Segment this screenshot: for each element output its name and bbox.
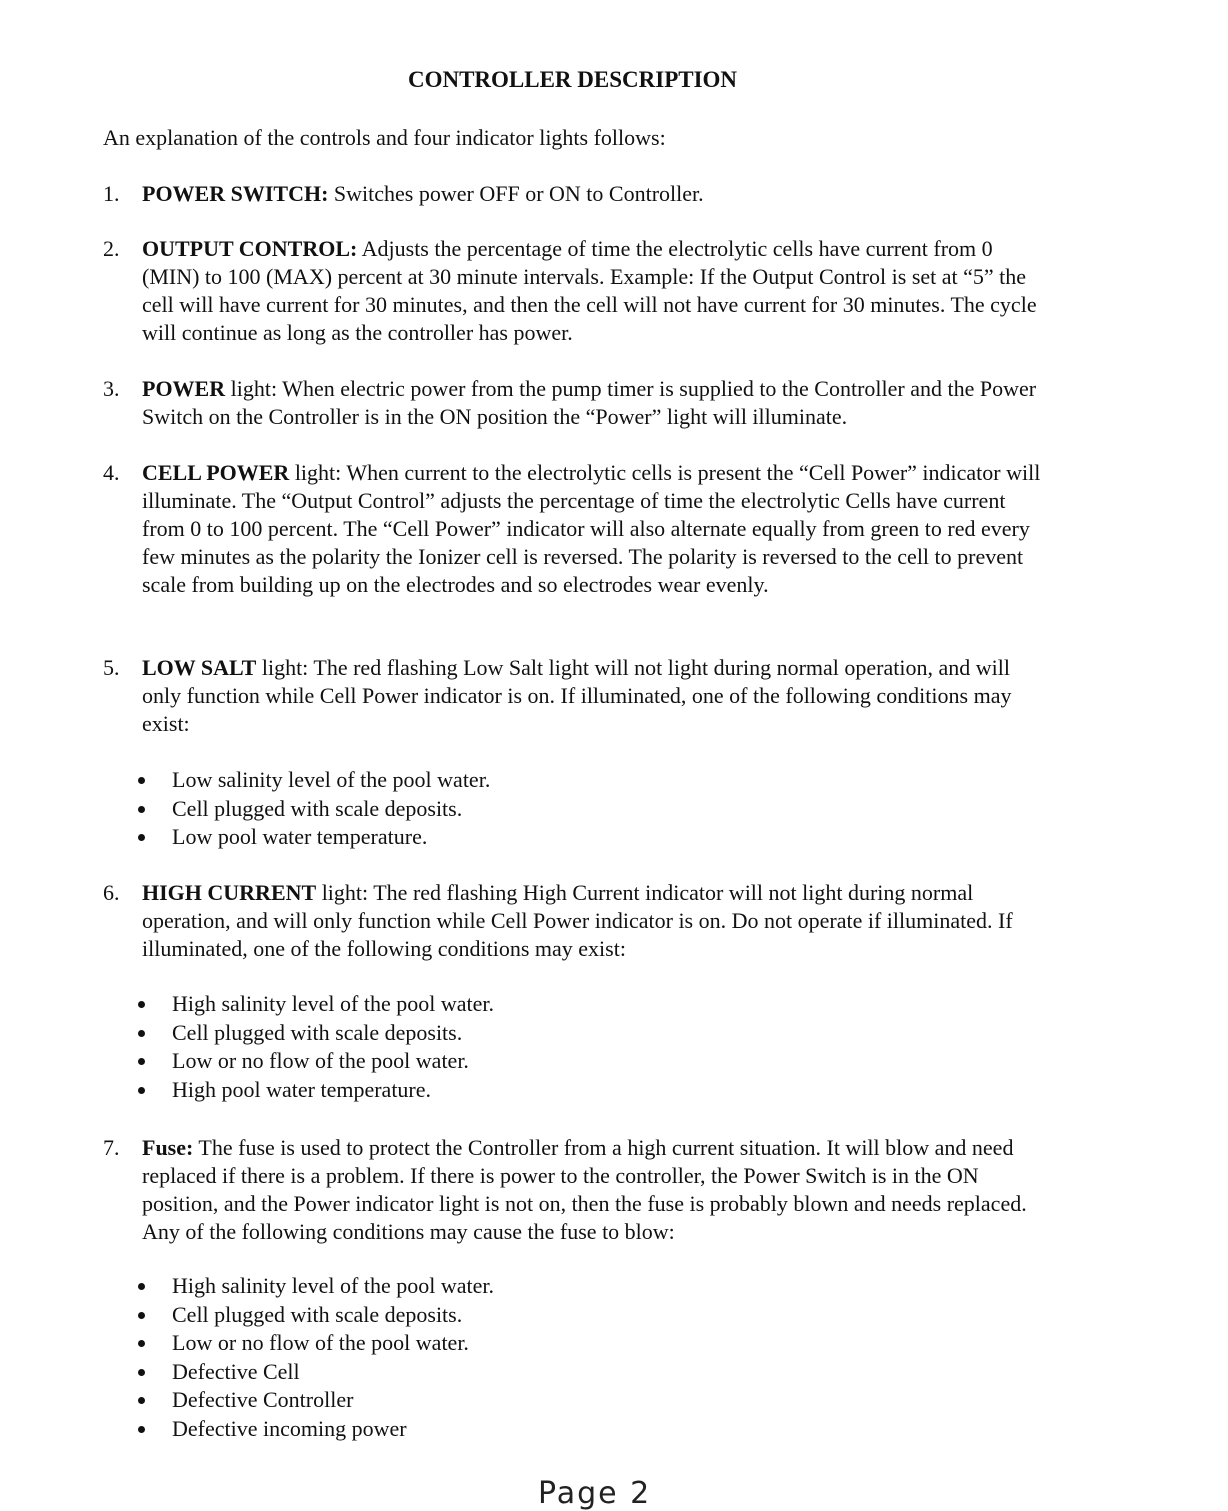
item-text: Switches power OFF or ON to Controller. xyxy=(328,181,704,206)
high-current-conditions-list xyxy=(136,990,836,1104)
list-item: Defective Cell xyxy=(136,1358,836,1387)
item-output-control xyxy=(103,235,1053,347)
bullet-icon xyxy=(138,1283,145,1290)
low-salt-conditions-list xyxy=(136,766,836,852)
item-fuse xyxy=(103,1134,1053,1246)
item-power-switch xyxy=(103,180,1053,208)
item-number: 3. xyxy=(103,376,120,401)
item-label: HIGH CURRENT xyxy=(142,880,317,905)
fuse-conditions-list xyxy=(136,1272,836,1443)
list-item: Cell plugged with scale deposits. xyxy=(136,1301,836,1330)
intro-text: An explanation of the controls and four indicator lights follows: xyxy=(103,125,666,150)
list-item: Defective incoming power xyxy=(136,1415,836,1444)
item-label: LOW SALT xyxy=(142,655,257,680)
list-item: Cell plugged with scale deposits. xyxy=(136,795,836,824)
bullet-icon xyxy=(138,1087,145,1094)
list-item: Low or no flow of the pool water. xyxy=(136,1329,836,1358)
bullet-icon xyxy=(138,1369,145,1376)
bullet-icon xyxy=(138,806,145,813)
item-power-light xyxy=(103,375,1053,431)
item-label: POWER xyxy=(142,376,226,401)
item-label: POWER SWITCH: xyxy=(142,181,329,206)
item-number: 2. xyxy=(103,236,120,261)
bullet-icon xyxy=(138,1312,145,1319)
item-text: light: The red flashing Low Salt light will not light during normal operation, and will only function while Cell Power indicator is on. If illuminated, one of the following conditions may exist: xyxy=(142,655,1012,736)
item-number: 7. xyxy=(103,1135,120,1160)
item-text: light: When electric power from the pump timer is supplied to the Controller and the Power Switch on the Controller is in the ON position the “Power” light will illuminate. xyxy=(142,376,1037,429)
page-number-handwritten: Page 2 xyxy=(538,1476,652,1511)
list-item: High pool water temperature. xyxy=(136,1076,836,1105)
bullet-icon xyxy=(138,834,145,841)
list-item: High salinity level of the pool water. xyxy=(136,1272,836,1301)
item-label: CELL POWER xyxy=(142,460,290,485)
bullet-icon xyxy=(138,1340,145,1347)
bullet-icon xyxy=(138,1058,145,1065)
bullet-icon xyxy=(138,1397,145,1404)
item-high-current-light xyxy=(103,879,1053,963)
list-item: High salinity level of the pool water. xyxy=(136,990,836,1019)
item-text: The fuse is used to protect the Controller from a high current situation. It will blow and need replaced if there is a problem. If there is power to the controller, the Power Switch is in the ON position, and the Power indicator light is not on, then the fuse is probably blown and needs replaced. Any of the following conditions may cause the fuse to blow: xyxy=(142,1135,1027,1244)
bullet-icon xyxy=(138,777,145,784)
bullet-icon xyxy=(138,1426,145,1433)
item-label: OUTPUT CONTROL: xyxy=(142,236,358,261)
item-label: Fuse: xyxy=(142,1135,194,1160)
item-text: light: The red flashing High Current indicator will not light during normal operation, and will only function while Cell Power indicator is on. Do not operate if illuminated. If illuminated, one of the following conditions may exist: xyxy=(142,880,1013,961)
item-text: light: When current to the electrolytic cells is present the “Cell Power” indicator will illuminate. The “Output Control” adjusts the percentage of time the electrolytic Cells have current from 0 to 100 percent. The “Cell Power” indicator will also alternate equally from green to red every few minutes as the polarity the Ionizer cell is reversed. The polarity is reversed to the cell to prevent scale from building up on the electrodes and so electrodes wear evenly. xyxy=(142,460,1041,597)
item-number: 5. xyxy=(103,655,120,680)
list-item: Low or no flow of the pool water. xyxy=(136,1047,836,1076)
list-item: Defective Controller xyxy=(136,1386,836,1415)
item-number: 6. xyxy=(103,880,120,905)
item-low-salt-light xyxy=(103,654,1053,738)
item-text: Adjusts the percentage of time the electrolytic cells have current from 0 (MIN) to 100 (MAX) percent at 30 minute intervals. Example: If the Output Control is set at “5” the cell will have current for 30 minutes, and then the cell will not have current for 30 minutes. The cycle will continue as long as the controller has power. xyxy=(142,236,1037,345)
item-number: 4. xyxy=(103,460,120,485)
page-title: CONTROLLER DESCRIPTION xyxy=(407,67,738,92)
list-item: Low pool water temperature. xyxy=(136,823,836,852)
bullet-icon xyxy=(138,1030,145,1037)
list-item: Cell plugged with scale deposits. xyxy=(136,1019,836,1048)
bullet-icon xyxy=(138,1001,145,1008)
item-number: 1. xyxy=(103,181,120,206)
item-cell-power-light xyxy=(103,459,1053,599)
list-item: Low salinity level of the pool water. xyxy=(136,766,836,795)
